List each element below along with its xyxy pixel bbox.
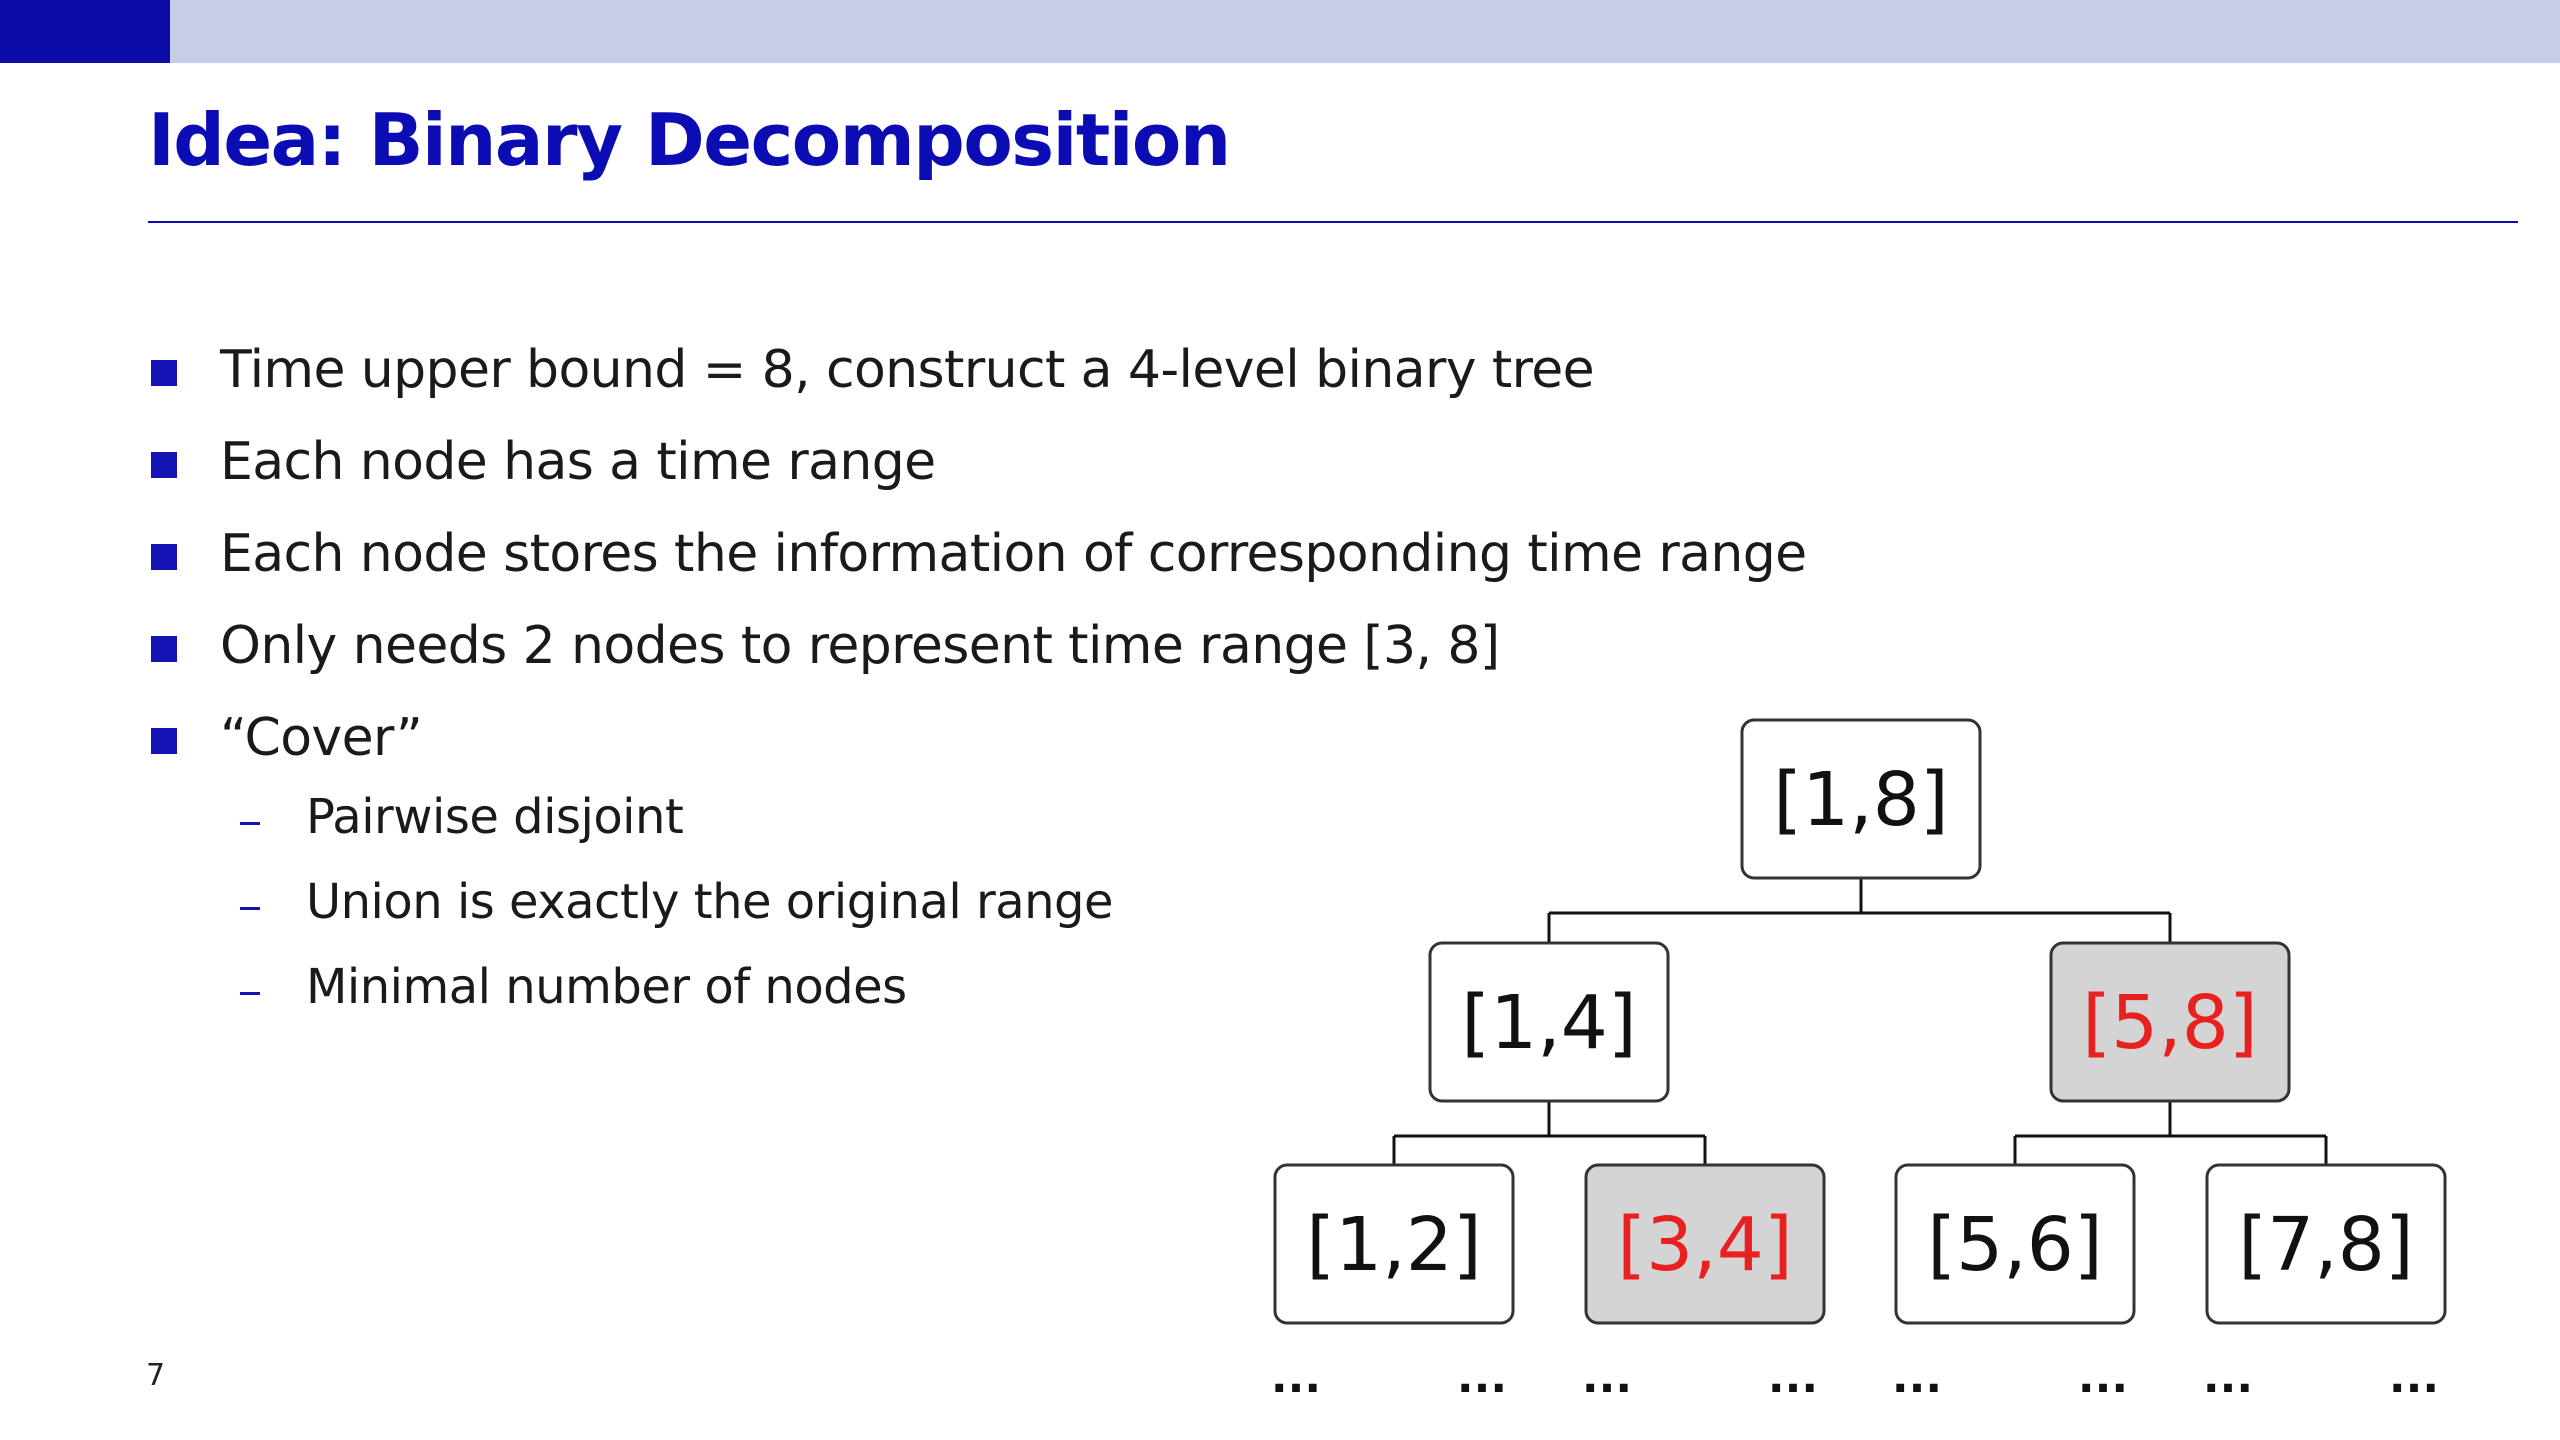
tree-continuation: ... — [1767, 1352, 1819, 1403]
tree-continuation: ... — [2388, 1352, 2440, 1403]
tree-node-label: [3,4] — [1617, 1202, 1793, 1288]
tree-continuation: ... — [1581, 1352, 1633, 1403]
sub-bullet-text: Pairwise disjoint — [306, 789, 684, 845]
tree-node-label: [1,4] — [1461, 980, 1637, 1066]
tree-node-label: [7,8] — [2238, 1202, 2414, 1288]
tree-continuation: ... — [2077, 1352, 2129, 1403]
tree-continuation: ... — [1270, 1352, 1322, 1403]
tree-continuation: ... — [2202, 1352, 2254, 1403]
tree-node-label: [5,8] — [2082, 980, 2258, 1066]
slide-title: Idea: Binary Decomposition — [148, 98, 1230, 182]
bullet-text: Each node stores the information of corresponding time range — [220, 524, 1807, 584]
bullet-text: Only needs 2 nodes to represent time range [3, 8] — [220, 616, 1500, 676]
sub-bullet-text: Union is exactly the original range — [306, 874, 1114, 930]
bullet-text: “Cover” — [220, 708, 423, 768]
bullet-text: Time upper bound = 8, construct a 4-level binary tree — [220, 340, 1595, 400]
sub-bullet-text: Minimal number of nodes — [306, 959, 907, 1015]
bullet-text: Each node has a time range — [220, 432, 936, 492]
tree-node-label: [5,6] — [1927, 1202, 2103, 1288]
tree-continuation: ... — [1891, 1352, 1943, 1403]
tree-node-label: [1,2] — [1306, 1202, 1482, 1288]
page-number: 7 — [146, 1358, 166, 1393]
tree-node-label: [1,8] — [1773, 757, 1949, 843]
tree-continuation: ... — [1456, 1352, 1508, 1403]
